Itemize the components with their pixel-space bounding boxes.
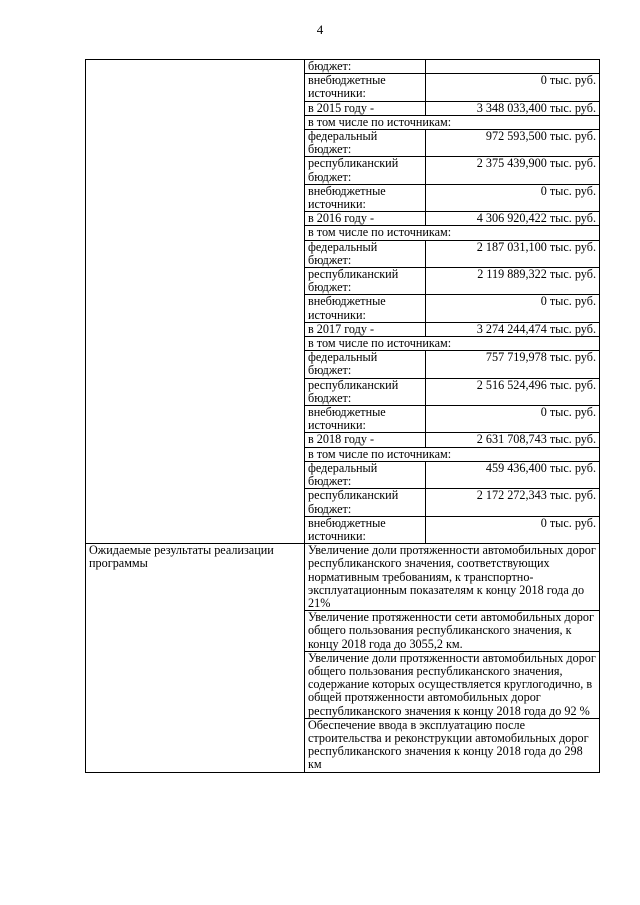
result-item: Увеличение доли протяженности автомобильных дорог республиканского значения, соответствующих нормативным требованиям, к транспортно-эксплуатационным показателям к концу 2018 года до 21%: [305, 544, 600, 611]
source-amount: 972 593,500 тыс. руб.: [426, 130, 600, 157]
year-label: в 2016 году -: [305, 212, 426, 226]
source-amount: 2 516 524,496 тыс. руб.: [426, 378, 600, 405]
sources-subheader: в том числе по источникам:: [305, 337, 600, 351]
results-label: Ожидаемые результаты реализации программы: [86, 544, 305, 772]
source-label: внебюджетные источники:: [305, 295, 426, 322]
sources-subheader: в том числе по источникам:: [305, 226, 600, 240]
source-amount: 2 172 272,343 тыс. руб.: [426, 489, 600, 516]
source-label: внебюджетные источники:: [305, 184, 426, 211]
table-row: [86, 544, 600, 611]
table-row: [86, 60, 600, 74]
source-amount: 757 719,978 тыс. руб.: [426, 351, 600, 378]
source-label: федеральный бюджет:: [305, 130, 426, 157]
source-amount: 0 тыс. руб.: [426, 516, 600, 543]
year-total: 2 631 708,743 тыс. руб.: [426, 433, 600, 447]
result-item: Обеспечение ввода в эксплуатацию после строительства и реконструкции автомобильных дорог республиканского значения к концу 2018 года до 298 км: [305, 718, 600, 772]
source-label: республиканский бюджет:: [305, 378, 426, 405]
result-item: Увеличение протяженности сети автомобильных дорог общего пользования республиканского значения, к концу 2018 года до 3055,2 км.: [305, 611, 600, 652]
year-label: в 2017 году -: [305, 322, 426, 336]
sources-subheader: в том числе по источникам:: [305, 115, 600, 129]
funding-left-empty-cell: [86, 60, 305, 544]
source-label: республиканский бюджет:: [305, 489, 426, 516]
source-label: бюджет:: [305, 60, 426, 74]
source-amount: 459 436,400 тыс. руб.: [426, 461, 600, 488]
program-passport-table: [85, 59, 600, 773]
year-label: в 2015 году -: [305, 101, 426, 115]
source-amount: 2 119 889,322 тыс. руб.: [426, 268, 600, 295]
source-label: внебюджетные источники:: [305, 74, 426, 101]
sources-subheader: в том числе по источникам:: [305, 447, 600, 461]
year-total: 3 348 033,400 тыс. руб.: [426, 101, 600, 115]
source-amount: 2 375 439,900 тыс. руб.: [426, 157, 600, 184]
source-label: федеральный бюджет:: [305, 461, 426, 488]
source-label: внебюджетные источники:: [305, 516, 426, 543]
year-label: в 2018 году -: [305, 433, 426, 447]
source-amount: 0 тыс. руб.: [426, 184, 600, 211]
result-item: Увеличение доли протяженности автомобильных дорог общего пользования республиканского значения, содержание которых осуществляется круглогодично, в общей протяженности автомобильных дорог республиканского значения к концу 2018 года до 92 %: [305, 651, 600, 718]
source-label: внебюджетные источники:: [305, 406, 426, 433]
page-number: 4: [316, 22, 324, 37]
source-amount: 2 187 031,100 тыс. руб.: [426, 240, 600, 267]
year-total: 4 306 920,422 тыс. руб.: [426, 212, 600, 226]
source-label: федеральный бюджет:: [305, 240, 426, 267]
source-label: республиканский бюджет:: [305, 157, 426, 184]
year-total: 3 274 244,474 тыс. руб.: [426, 322, 600, 336]
source-amount: 0 тыс. руб.: [426, 74, 600, 101]
source-amount: [426, 60, 600, 74]
source-amount: 0 тыс. руб.: [426, 406, 600, 433]
source-label: федеральный бюджет:: [305, 351, 426, 378]
source-amount: 0 тыс. руб.: [426, 295, 600, 322]
source-label: республиканский бюджет:: [305, 268, 426, 295]
